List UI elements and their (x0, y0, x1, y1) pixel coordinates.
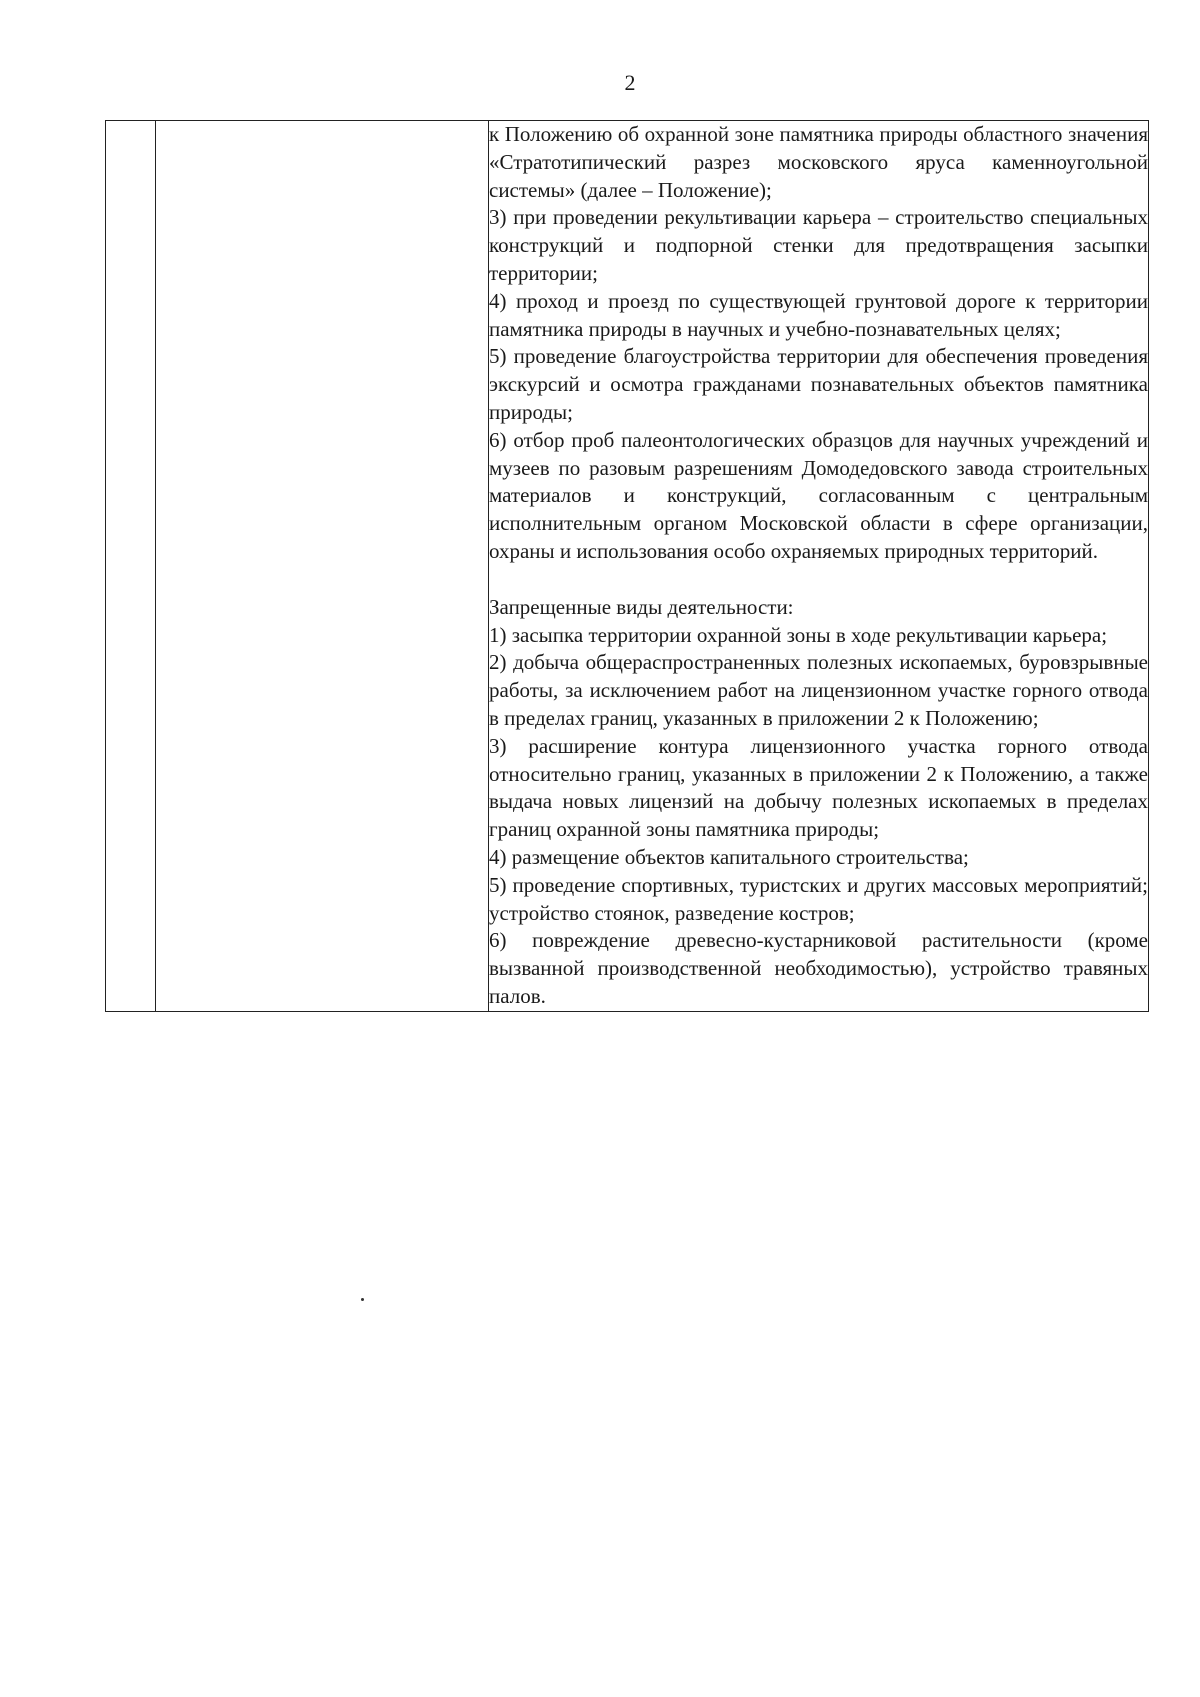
allowed-item: 6) отбор проб палеонтологических образцов для научных учреждений и музеев по разовым разрешениям Домодедовского завода строительных материалов и конструкций, согласованным с центральным исполнительным органом Московской области в сфере организации, охраны и использования особо охраняемых природных территорий. (489, 427, 1148, 563)
allowed-item: 5) проведение благоустройства территории для обеспечения проведения экскурсий и осмотра гражданами познавательных объектов памятника природы; (489, 344, 1148, 424)
page-number: 2 (624, 70, 636, 95)
paragraph-spacer (489, 566, 1148, 594)
prohibited-item: 2) добыча общераспространенных полезных ископаемых, буровзрывные работы, за исключением работ на лицензионном участке горного отвода в пределах границ, указанных в приложении 2 к Положению; (489, 650, 1148, 730)
regulation-table (105, 120, 1149, 1012)
prohibited-item: 6) повреждение древесно-кустарниковой растительности (кроме вызванной производственной необходимостью), устройство травяных палов. (489, 928, 1148, 1008)
table-cell-regime (489, 121, 1149, 1012)
prohibited-heading: Запрещенные виды деятельности: (489, 594, 794, 619)
prohibited-item: 4) размещение объектов капитального строительства; (489, 844, 969, 869)
allowed-item: к Положению об охранной зоне памятника природы областного значения «Стратотипический разрез московского яруса каменноугольной системы» (далее – Положение); (489, 122, 1148, 202)
table-cell-number (106, 121, 156, 1012)
scan-speck (361, 1298, 364, 1301)
allowed-item: 4) проход и проезд по существующей грунтовой дороге к территории памятника природы в научных и учебно-познавательных целях; (489, 288, 1148, 341)
allowed-item: 3) при проведении рекультивации карьера – строительство специальных конструкций и подпорной стенки для предотвращения засыпки территории; (489, 205, 1148, 285)
prohibited-item: 1) засыпка территории охранной зоны в ходе рекультивации карьера; (489, 622, 1108, 647)
prohibited-item: 5) проведение спортивных, туристских и других массовых мероприятий; устройство стоянок, разведение костров; (489, 872, 1148, 925)
table-cell-category (156, 121, 489, 1012)
prohibited-item: 3) расширение контура лицензионного участка горного отвода относительно границ, указанных в приложении 2 к Положению, а также выдача новых лицензий на добычу полезных ископаемых в пределах границ охранной зоны памятника природы; (489, 733, 1148, 842)
table-row (106, 121, 1149, 1012)
